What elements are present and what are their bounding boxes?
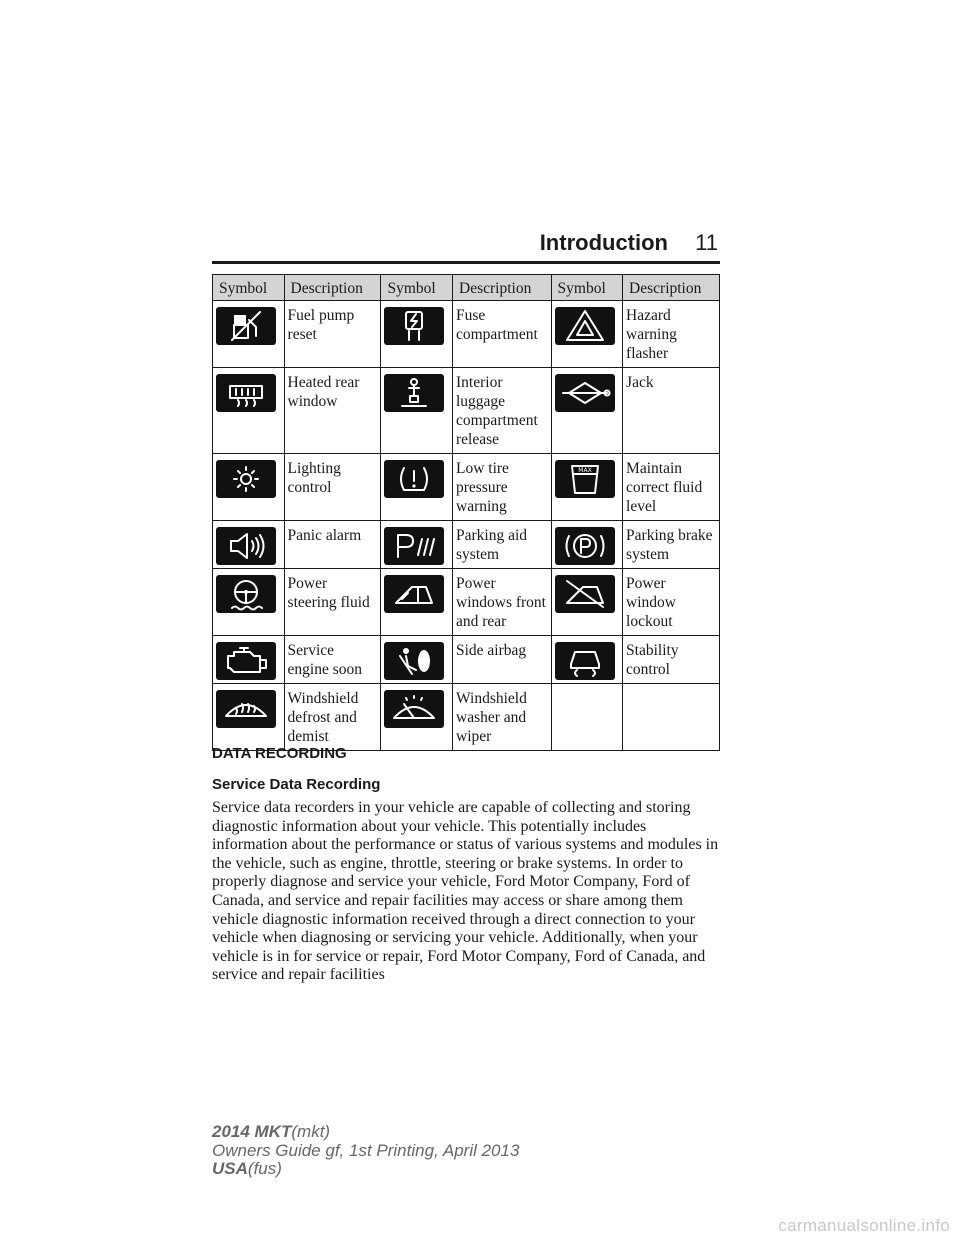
lighting-control-icon bbox=[216, 460, 276, 498]
symbol-cell bbox=[551, 684, 623, 751]
description-cell: Lighting control bbox=[284, 454, 381, 521]
description-cell bbox=[623, 684, 720, 751]
symbol-cell bbox=[381, 454, 453, 521]
description-cell: Side airbag bbox=[453, 636, 552, 684]
symbol-cell bbox=[551, 368, 623, 454]
column-header: Symbol bbox=[213, 275, 285, 301]
column-header: Symbol bbox=[551, 275, 623, 301]
symbol-cell bbox=[213, 636, 285, 684]
description-cell: Jack bbox=[623, 368, 720, 454]
symbol-cell bbox=[213, 684, 285, 751]
column-header: Description bbox=[453, 275, 552, 301]
symbol-cell bbox=[381, 569, 453, 636]
section-paragraph: Service data recorders in your vehicle are capable of collecting and storing diagnostic information about your vehicle. This potentially includes information about the performance or status of various systems and modules in the vehicle, such as engine, throttle, steering or brake systems. In order to properly diagnose and service your vehicle, Ford Motor Company, Ford of Canada, and service and repair facilities may access or share among them vehicle diagnostic information received through a direct connection to your vehicle when diagnosing or servicing your vehicle. Additionally, when your vehicle is in for service or repair, Ford Motor Company, Ford of Canada, and service and repair facilities bbox=[212, 799, 719, 984]
footer-line-3 bbox=[212, 1160, 519, 1179]
heated-rear-window-icon bbox=[216, 374, 276, 412]
description-cell: Service engine soon bbox=[284, 636, 381, 684]
table-row bbox=[213, 569, 720, 636]
footer-line-2: Owners Guide gf, 1st Printing, April 2013 bbox=[212, 1140, 520, 1160]
symbol-cell bbox=[381, 301, 453, 368]
parking-brake-icon bbox=[555, 527, 615, 565]
column-header: Symbol bbox=[381, 275, 453, 301]
description-cell: Parking brake system bbox=[623, 521, 720, 569]
description-cell: Power windows front and rear bbox=[453, 569, 552, 636]
description-cell: Stability control bbox=[623, 636, 720, 684]
symbol-cell bbox=[213, 569, 285, 636]
description-cell: Power window lockout bbox=[623, 569, 720, 636]
fuel-pump-reset-icon bbox=[216, 307, 276, 345]
windshield-defrost-icon bbox=[216, 690, 276, 728]
header-rule bbox=[212, 261, 720, 264]
symbol-cell bbox=[551, 301, 623, 368]
footer-market: USA bbox=[212, 1159, 248, 1178]
symbol-cell bbox=[381, 636, 453, 684]
page-title: Introduction bbox=[539, 230, 668, 255]
symbol-table bbox=[212, 274, 720, 751]
description-cell: Maintain correct fluid level bbox=[623, 454, 720, 521]
engine-icon bbox=[216, 642, 276, 680]
description-cell: Heated rear window bbox=[284, 368, 381, 454]
panic-alarm-icon bbox=[216, 527, 276, 565]
table-row bbox=[213, 454, 720, 521]
window-lockout-icon bbox=[555, 575, 615, 613]
section-subheading: Service Data Recording bbox=[212, 776, 381, 793]
symbol-cell bbox=[213, 301, 285, 368]
data-recording-section bbox=[212, 745, 722, 985]
luggage-release-icon bbox=[384, 374, 444, 412]
table-row bbox=[213, 636, 720, 684]
description-cell: Power steering fluid bbox=[284, 569, 381, 636]
parking-aid-icon bbox=[384, 527, 444, 565]
footer-model: 2014 MKT bbox=[212, 1122, 292, 1141]
fuse-compartment-icon bbox=[384, 307, 444, 345]
symbol-cell bbox=[381, 368, 453, 454]
low-tire-pressure-icon bbox=[384, 460, 444, 498]
stability-control-icon bbox=[555, 642, 615, 680]
column-header: Description bbox=[284, 275, 381, 301]
hazard-warning-icon bbox=[555, 307, 615, 345]
side-airbag-icon bbox=[384, 642, 444, 680]
footer-line-1 bbox=[212, 1123, 519, 1142]
description-cell: Windshield washer and wiper bbox=[453, 684, 552, 751]
description-cell: Parking aid system bbox=[453, 521, 552, 569]
description-cell: Fuel pump reset bbox=[284, 301, 381, 368]
symbol-cell bbox=[381, 521, 453, 569]
symbol-cell bbox=[213, 368, 285, 454]
description-cell: Interior luggage compartment release bbox=[453, 368, 552, 454]
watermark: carmanualsonline.info bbox=[778, 1216, 950, 1235]
page-header bbox=[212, 228, 720, 264]
description-cell: Hazard warning flasher bbox=[623, 301, 720, 368]
symbol-cell bbox=[551, 569, 623, 636]
footer-market-code: (fus) bbox=[247, 1159, 282, 1178]
symbol-cell bbox=[381, 684, 453, 751]
page-footer bbox=[212, 1123, 519, 1179]
jack-icon bbox=[555, 374, 615, 412]
table-header-row bbox=[213, 275, 720, 301]
washer-wiper-icon bbox=[384, 690, 444, 728]
fluid-level-max-label: MAX bbox=[577, 467, 592, 474]
description-cell: Panic alarm bbox=[284, 521, 381, 569]
power-steering-icon bbox=[216, 575, 276, 613]
description-cell: Fuse compartment bbox=[453, 301, 552, 368]
table-row bbox=[213, 684, 720, 751]
footer-model-code: (mkt) bbox=[291, 1122, 331, 1141]
page-number: 11 bbox=[695, 230, 718, 255]
symbol-cell bbox=[213, 454, 285, 521]
description-cell: Low tire pressure warning bbox=[453, 454, 552, 521]
power-windows-icon bbox=[384, 575, 444, 613]
column-header: Description bbox=[623, 275, 720, 301]
symbol-cell bbox=[551, 636, 623, 684]
table-row bbox=[213, 301, 720, 368]
symbol-cell bbox=[551, 521, 623, 569]
symbol-cell bbox=[551, 454, 623, 521]
table-row bbox=[213, 521, 720, 569]
description-cell: Windshield defrost and demist bbox=[284, 684, 381, 751]
symbol-cell bbox=[213, 521, 285, 569]
fluid-level-icon bbox=[555, 460, 615, 498]
table-row bbox=[213, 368, 720, 454]
section-heading: DATA RECORDING bbox=[212, 745, 347, 762]
